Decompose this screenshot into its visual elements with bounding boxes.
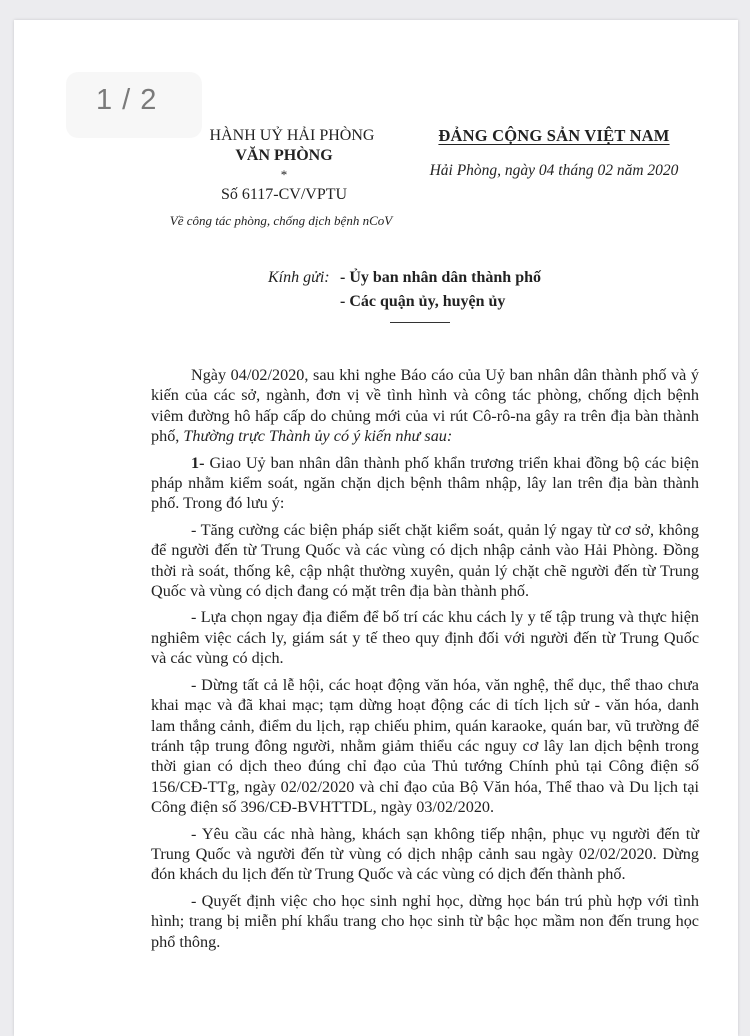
separator-line [390, 322, 450, 323]
recipient-item: - Các quận ủy, huyện ủy [340, 293, 506, 310]
item-1-number: 1- [191, 453, 205, 472]
bullet-paragraph: - Yêu cầu các nhà hàng, khách sạn không tiếp nhận, phục vụ người đến từ Trung Quốc và người đến từ vùng có dịch nhập cảnh sau ngày 02/02/2020. Dừng đón khách du lịch đến từ Trung Quốc và các vùng có dịch đến thành phố. [151, 824, 699, 884]
document-subject: Về công tác phòng, chống dịch bệnh nCoV [169, 213, 393, 228]
issuing-organization: HÀNH UỶ HẢI PHÒNG [209, 127, 375, 144]
star-separator: * [280, 167, 288, 182]
bullet-paragraph: - Dừng tất cả lễ hội, các hoạt động văn hóa, văn nghệ, thể dục, thể thao chưa khai mạc và đã khai mạc; tạm dừng hoạt động các di tích lịch sử - văn hóa, danh lam thắng cảnh, điểm du lịch, rạp chiếu phim, quán karaoke, quán bar, vũ trường để tránh tập trung đông người, nhằm giảm thiểu các nguy cơ lây lan dịch bệnh trong thời gian có dịch theo đúng chỉ đạo của Thủ tướng Chính phủ tại Công điện số 156/CĐ-TTg, ngày 02/02/2020 và chỉ đạo của Bộ Văn hóa, Thể thao và Du lịch tại Công điện số 396/CĐ-BVHTTDL, ngày 03/02/2020. [151, 675, 699, 817]
item-1-text: Giao Uỷ ban nhân dân thành phố khẩn trương triển khai đồng bộ các biện pháp nhằm kiểm soát, ngăn chặn dịch bệnh thâm nhập, lây lan trên địa bàn thành phố. Trong đó lưu ý: [151, 453, 699, 513]
intro-text: Ngày 04/02/2020, sau khi nghe Báo cáo của Uỷ ban nhân dân thành phố và ý kiến của các sở, ngành, đơn vị về tình hình và công tác phòng, chống dịch bệnh viêm đường hô hấp cấp do chủng mới của vi rút Cô-rô-na gây ra trên địa bàn thành phố, [151, 366, 699, 446]
issuing-department: VĂN PHÒNG [235, 147, 333, 164]
bullet-paragraph: - Lựa chọn ngay địa điểm để bố trí các khu cách ly y tế tập trung và thực hiện nghiêm việc cách ly, giám sát y tế theo quy định đối với người đến từ Trung Quốc và các vùng có dịch. [151, 608, 699, 668]
header-left [134, 126, 434, 231]
recipients-block [268, 266, 541, 314]
recipient-item: - Ủy ban nhân dân thành phố [340, 269, 541, 286]
bullet-paragraph: - Tăng cường các biện pháp siết chặt kiểm soát, quản lý ngay từ cơ sở, không để người đến từ Trung Quốc và các vùng có dịch nhập cảnh vào Hải Phòng. Đồng thời rà soát, thống kê, cập nhật thường xuyên, quản lý chặt chẽ người đến từ Trung Quốc và vùng có dịch đang có mặt trên địa bàn thành phố. [151, 520, 699, 601]
intro-paragraph [151, 365, 699, 447]
page-indicator: 1 / 2 [66, 72, 202, 138]
header-right [409, 126, 699, 180]
item-1-paragraph [151, 453, 699, 514]
recipients-label: Kính gửi: [268, 269, 330, 286]
bullet-paragraph: - Quyết định việc cho học sinh nghỉ học, dừng học bán trú phù hợp với tình hình; trang bị miễn phí khẩu trang cho học sinh từ bậc học mầm non đến trung học phổ thông. [151, 891, 699, 951]
document-date: Hải Phòng, ngày 04 tháng 02 năm 2020 [429, 162, 679, 179]
intro-conclusion: Thường trực Thành ủy có ý kiến như sau: [183, 427, 453, 446]
party-name: ĐẢNG CỘNG SẢN VIỆT NAM [438, 126, 670, 145]
document-number: Số 6117-CV/VPTU [220, 186, 348, 203]
document-body [151, 365, 699, 958]
document-page [14, 20, 738, 1036]
